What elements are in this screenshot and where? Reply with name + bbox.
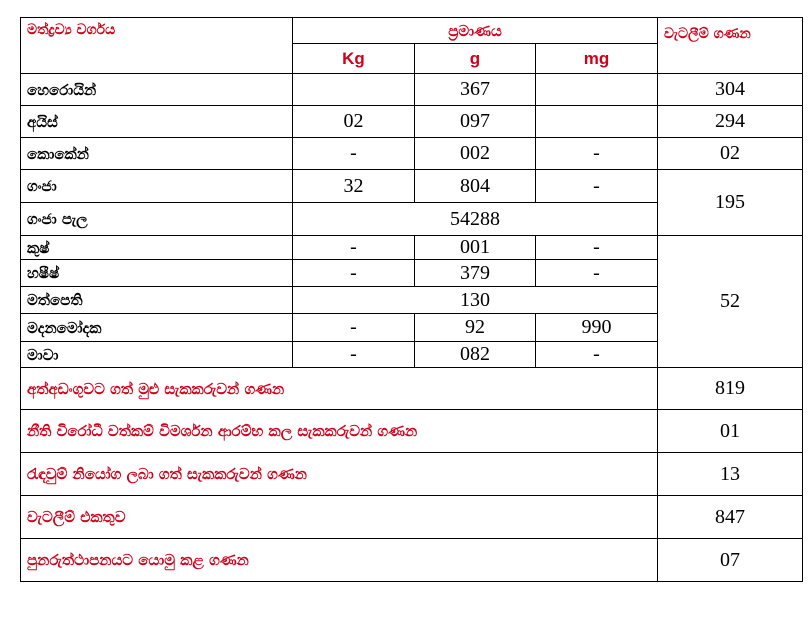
mg-cell: - bbox=[536, 138, 658, 170]
drug-name: හෙරොයින් bbox=[21, 74, 293, 106]
g-cell: 097 bbox=[415, 106, 536, 138]
summary-row bbox=[21, 368, 803, 410]
table-row bbox=[21, 106, 803, 138]
g-header: g bbox=[415, 44, 536, 74]
drug-name: මත්පෙති bbox=[21, 287, 293, 314]
drug-name: ගංජා පැල bbox=[21, 203, 293, 236]
g-cell: 002 bbox=[415, 138, 536, 170]
kg-cell bbox=[293, 74, 415, 106]
raid-count: 294 bbox=[658, 106, 803, 138]
mg-cell bbox=[536, 106, 658, 138]
raids-header: වැටලීම් ගණන bbox=[658, 18, 803, 74]
kg-cell: - bbox=[293, 342, 415, 368]
g-cell: 082 bbox=[415, 342, 536, 368]
g-cell: 379 bbox=[415, 260, 536, 287]
summary-row bbox=[21, 453, 803, 496]
kg-cell: - bbox=[293, 236, 415, 260]
summary-value: 07 bbox=[658, 539, 803, 582]
kg-header: Kg bbox=[293, 44, 415, 74]
drug-name: කුෂ් bbox=[21, 236, 293, 260]
summary-row bbox=[21, 410, 803, 453]
summary-value: 819 bbox=[658, 368, 803, 410]
drug-type-header: මත්ද්‍රව්‍ය වර්ගය bbox=[21, 18, 293, 74]
g-cell: 804 bbox=[415, 170, 536, 203]
drug-name: ගංජා bbox=[21, 170, 293, 203]
summary-label: අත්අඩංගුවට ගත් මුළු සැකකරුවන් ගණන bbox=[21, 368, 658, 410]
raid-count: 02 bbox=[658, 138, 803, 170]
drug-name: කොකේන් bbox=[21, 138, 293, 170]
g-cell: 001 bbox=[415, 236, 536, 260]
mg-cell: - bbox=[536, 342, 658, 368]
merged-quantity: 54288 bbox=[293, 203, 658, 236]
table-row bbox=[21, 138, 803, 170]
drug-seizure-table bbox=[20, 17, 803, 582]
mg-cell: - bbox=[536, 236, 658, 260]
kg-cell: 32 bbox=[293, 170, 415, 203]
kg-cell: - bbox=[293, 138, 415, 170]
table-row bbox=[21, 74, 803, 106]
summary-label: වැටලීම් එකතුව bbox=[21, 496, 658, 539]
raid-count: 304 bbox=[658, 74, 803, 106]
kg-cell: 02 bbox=[293, 106, 415, 138]
summary-label: රැඳවුම් නියෝග ලබා ගත් සැකකරුවන් ගණන bbox=[21, 453, 658, 496]
kg-cell: - bbox=[293, 314, 415, 342]
summary-row bbox=[21, 496, 803, 539]
mg-header: mg bbox=[536, 44, 658, 74]
quantity-header: ප්‍රමාණය bbox=[293, 18, 658, 44]
table-row bbox=[21, 170, 803, 203]
summary-label: පුනරුත්ථාපනයට යොමු කළ ගණන bbox=[21, 539, 658, 582]
summary-label: නීති විරෝධී වත්කම් විමර්ශන ආරම්භ කල සැකකරුවන් ගණන bbox=[21, 410, 658, 453]
drug-name: හෂීෂ් bbox=[21, 260, 293, 287]
kg-cell: - bbox=[293, 260, 415, 287]
raid-count: 52 bbox=[658, 236, 803, 368]
mg-cell: 990 bbox=[536, 314, 658, 342]
drug-name: මදනමෝදක bbox=[21, 314, 293, 342]
drug-name: අයිස් bbox=[21, 106, 293, 138]
merged-quantity: 130 bbox=[293, 287, 658, 314]
mg-cell bbox=[536, 74, 658, 106]
drug-name: මාවා bbox=[21, 342, 293, 368]
summary-value: 13 bbox=[658, 453, 803, 496]
raid-count: 195 bbox=[658, 170, 803, 236]
summary-value: 847 bbox=[658, 496, 803, 539]
summary-value: 01 bbox=[658, 410, 803, 453]
summary-row bbox=[21, 539, 803, 582]
mg-cell: - bbox=[536, 260, 658, 287]
g-cell: 92 bbox=[415, 314, 536, 342]
g-cell: 367 bbox=[415, 74, 536, 106]
table-row bbox=[21, 236, 803, 260]
mg-cell: - bbox=[536, 170, 658, 203]
